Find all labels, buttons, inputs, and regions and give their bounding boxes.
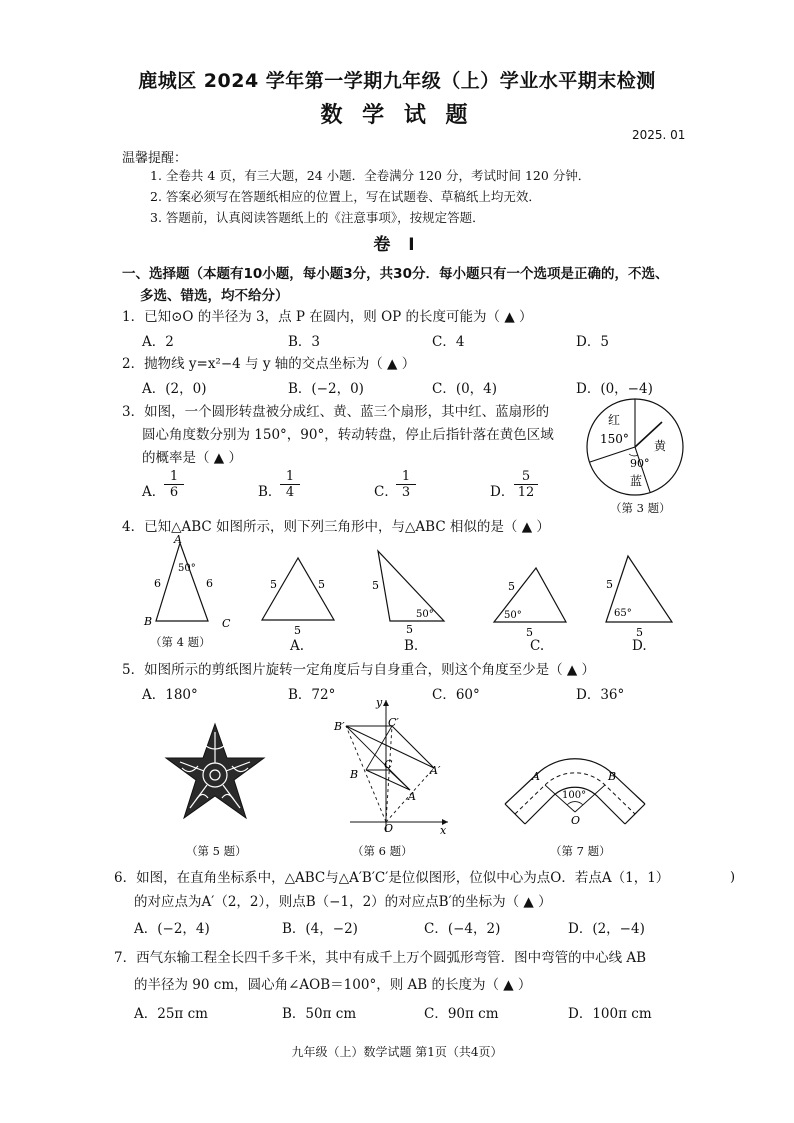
svg-text:5: 5 <box>406 623 413 636</box>
q5-option-c[interactable]: C．60° <box>432 687 480 703</box>
svg-text:6: 6 <box>154 577 161 590</box>
q1-option-c[interactable]: C．4 <box>432 334 465 350</box>
q5-option-d[interactable]: D．36° <box>576 687 625 703</box>
q1-option-b[interactable]: B．3 <box>288 334 321 350</box>
svg-text:5: 5 <box>294 624 301 637</box>
q4-option-d[interactable]: D. <box>632 638 647 654</box>
question-3-line: 3．如图，一个圆形转盘被分成红、黄、蓝三个扇形，其中红、蓝扇形的 <box>122 404 550 420</box>
svg-text:C′: C′ <box>388 716 399 729</box>
svg-text:B: B <box>608 770 617 783</box>
question-3-line: 的概率是（ ▲ ） <box>142 450 242 466</box>
svg-text:B: B <box>350 768 359 781</box>
svg-text:5: 5 <box>372 579 379 592</box>
spinner-red-angle: 150° <box>600 432 629 446</box>
question-6-line: 的对应点为A′（2，2），则点B（−1，2）的对应点B′的坐标为（ ▲ ） <box>134 894 552 910</box>
figure-3-spinner <box>580 392 690 502</box>
figure-5-caption: （第 5 题） <box>186 844 247 858</box>
q5-option-b[interactable]: B．72° <box>288 687 336 703</box>
figure-3-caption: （第 3 题） <box>610 501 671 515</box>
question-6-line: 6．如图，在直角坐标系中，△ABC与△A′B′C′是位似图形，位似中心为点O．若点A（1，1） <box>114 870 670 886</box>
svg-text:A: A <box>174 533 182 546</box>
q7-option-d[interactable]: D．100π cm <box>568 1006 652 1022</box>
q3-option-d[interactable]: D． <box>490 484 515 500</box>
question-7-line: 7．西气东输工程全长四千多千米，其中有成千上万个圆弧形弯管．图中弯管的中心线 AB <box>114 950 647 966</box>
q3-option-b[interactable]: B． <box>258 484 282 500</box>
q3-fraction-c: $\frac{1}{3}$ <box>396 469 416 500</box>
figure-7-bent-pipe <box>490 720 660 830</box>
section-heading: 一、选择题（本题有10小题，每小题3分，共30分．每小题只有一个选项是正确的，不选、 <box>122 266 669 282</box>
page-footer: 九年级（上）数学试题 第1页（共4页） <box>291 1045 503 1059</box>
figure-7-caption: （第 7 题） <box>550 844 611 858</box>
question-5-stem: 5．如图所示的剪纸图片旋转一定角度后与自身重合，则这个角度至少是（ ▲ ） <box>122 662 596 678</box>
exam-date: 2025. 01 <box>632 128 686 142</box>
q3-fraction-d: $\frac{5}{12}$ <box>514 469 538 500</box>
tip-item: 2. 答案必须写在答题纸相应的位置上，写在试题卷、草稿纸上均无效． <box>150 189 541 204</box>
q5-option-a[interactable]: A．180° <box>142 687 198 703</box>
q2-option-b[interactable]: B．(−2，0) <box>288 381 364 397</box>
question-3-line: 圆心角度数分别为 150°，90°，转动转盘，停止后指针落在黄色区域 <box>142 427 554 443</box>
section-heading-cont: 多选、错选，均不给分） <box>140 288 289 304</box>
q7-option-b[interactable]: B．50π cm <box>282 1006 357 1022</box>
question-7-line: 的半径为 90 cm，圆心角∠AOB＝100°，则 AB 的长度为（ ▲ ） <box>134 977 532 993</box>
q2-option-a[interactable]: A．(2，0) <box>142 381 207 397</box>
q3-fraction-b: $\frac{1}{4}$ <box>280 469 300 500</box>
q4-option-c[interactable]: C. <box>530 638 545 654</box>
svg-text:50°: 50° <box>416 609 434 620</box>
q2-option-d[interactable]: D．(0，−4) <box>576 381 653 397</box>
q6-option-b[interactable]: B．(4，−2) <box>282 921 358 937</box>
q4-option-c-triangle <box>490 562 570 639</box>
spinner-red-label: 红 <box>608 413 621 427</box>
svg-text:6: 6 <box>206 577 213 590</box>
svg-text:B: B <box>144 615 153 628</box>
q6-option-c[interactable]: C．(−4，2) <box>424 921 501 937</box>
q3-option-a[interactable]: A． <box>142 484 166 500</box>
tips-heading: 温馨提醒： <box>122 151 188 166</box>
svg-text:O: O <box>384 822 394 835</box>
svg-text:O: O <box>571 814 581 827</box>
q3-fraction-a: $\frac{1}{6}$ <box>164 469 184 500</box>
margin-mark: ) <box>730 870 736 885</box>
svg-text:C: C <box>384 758 393 771</box>
figure-6-caption: （第 6 题） <box>352 844 413 858</box>
spinner-blue-angle: 90° <box>630 457 650 470</box>
q3-option-c[interactable]: C． <box>374 484 398 500</box>
svg-text:5: 5 <box>606 578 613 591</box>
q1-option-d[interactable]: D．5 <box>576 334 609 350</box>
svg-text:65°: 65° <box>614 608 632 619</box>
exam-title: 鹿城区 2024 学年第一学期九年级（上）学业水平期末检测 <box>138 70 656 92</box>
svg-text:5: 5 <box>318 578 325 591</box>
q2-option-c[interactable]: C．(0，4) <box>432 381 498 397</box>
volume-label: 卷 I <box>373 235 421 255</box>
svg-text:x: x <box>440 824 447 837</box>
svg-text:5: 5 <box>508 580 515 593</box>
q4-option-b[interactable]: B. <box>404 638 419 654</box>
svg-text:A′: A′ <box>430 764 441 777</box>
svg-text:5: 5 <box>526 626 533 639</box>
spinner-blue-label: 蓝 <box>630 474 643 488</box>
svg-text:5: 5 <box>270 578 277 591</box>
q7-option-c[interactable]: C．90π cm <box>424 1006 499 1022</box>
spinner-yellow-label: 黄 <box>654 439 667 453</box>
q1-option-a[interactable]: A．2 <box>142 334 174 350</box>
question-4-stem: 4．已知△ABC 如图所示，则下列三角形中，与△ABC 相似的是（ ▲ ） <box>122 519 550 535</box>
question-1-stem: 1．已知⊙O 的半径为 3，点 P 在圆内，则 OP 的长度可能为（ ▲ ） <box>122 309 533 325</box>
svg-text:C: C <box>222 617 231 630</box>
q6-option-a[interactable]: A．(−2，4) <box>134 921 210 937</box>
svg-text:B′: B′ <box>334 720 345 733</box>
figure-5-papercut-star <box>160 720 270 825</box>
figure-4-caption: （第 4 题） <box>150 635 211 649</box>
tip-item: 3. 答题前，认真阅读答题纸上的《注意事项》，按规定答题． <box>150 210 485 225</box>
tip-item: 1. 全卷共 4 页，有三大题，24 小题．全卷满分 120 分，考试时间 120 分钟． <box>150 168 591 183</box>
q4-option-b-triangle <box>370 545 450 636</box>
q7-option-a[interactable]: A．25π cm <box>134 1006 208 1022</box>
q4-option-d-triangle <box>598 550 678 639</box>
q4-option-a-triangle <box>258 550 338 637</box>
figure-6-coordinate-diagram <box>330 696 460 836</box>
svg-text:A: A <box>532 770 540 783</box>
figure-4-triangle-abc <box>140 535 240 635</box>
q6-option-d[interactable]: D．(2，−4) <box>568 921 645 937</box>
svg-text:100°: 100° <box>562 790 587 801</box>
question-2-stem: 2．抛物线 y=x²−4 与 y 轴的交点坐标为（ ▲ ） <box>122 356 416 372</box>
svg-text:A: A <box>408 790 416 803</box>
exam-subtitle: 数 学 试 题 <box>320 103 474 128</box>
svg-text:50°: 50° <box>504 610 522 621</box>
svg-text:50°: 50° <box>178 563 196 574</box>
svg-text:5: 5 <box>636 626 643 639</box>
q4-option-a[interactable]: A. <box>290 638 305 654</box>
svg-text:y: y <box>376 696 383 709</box>
